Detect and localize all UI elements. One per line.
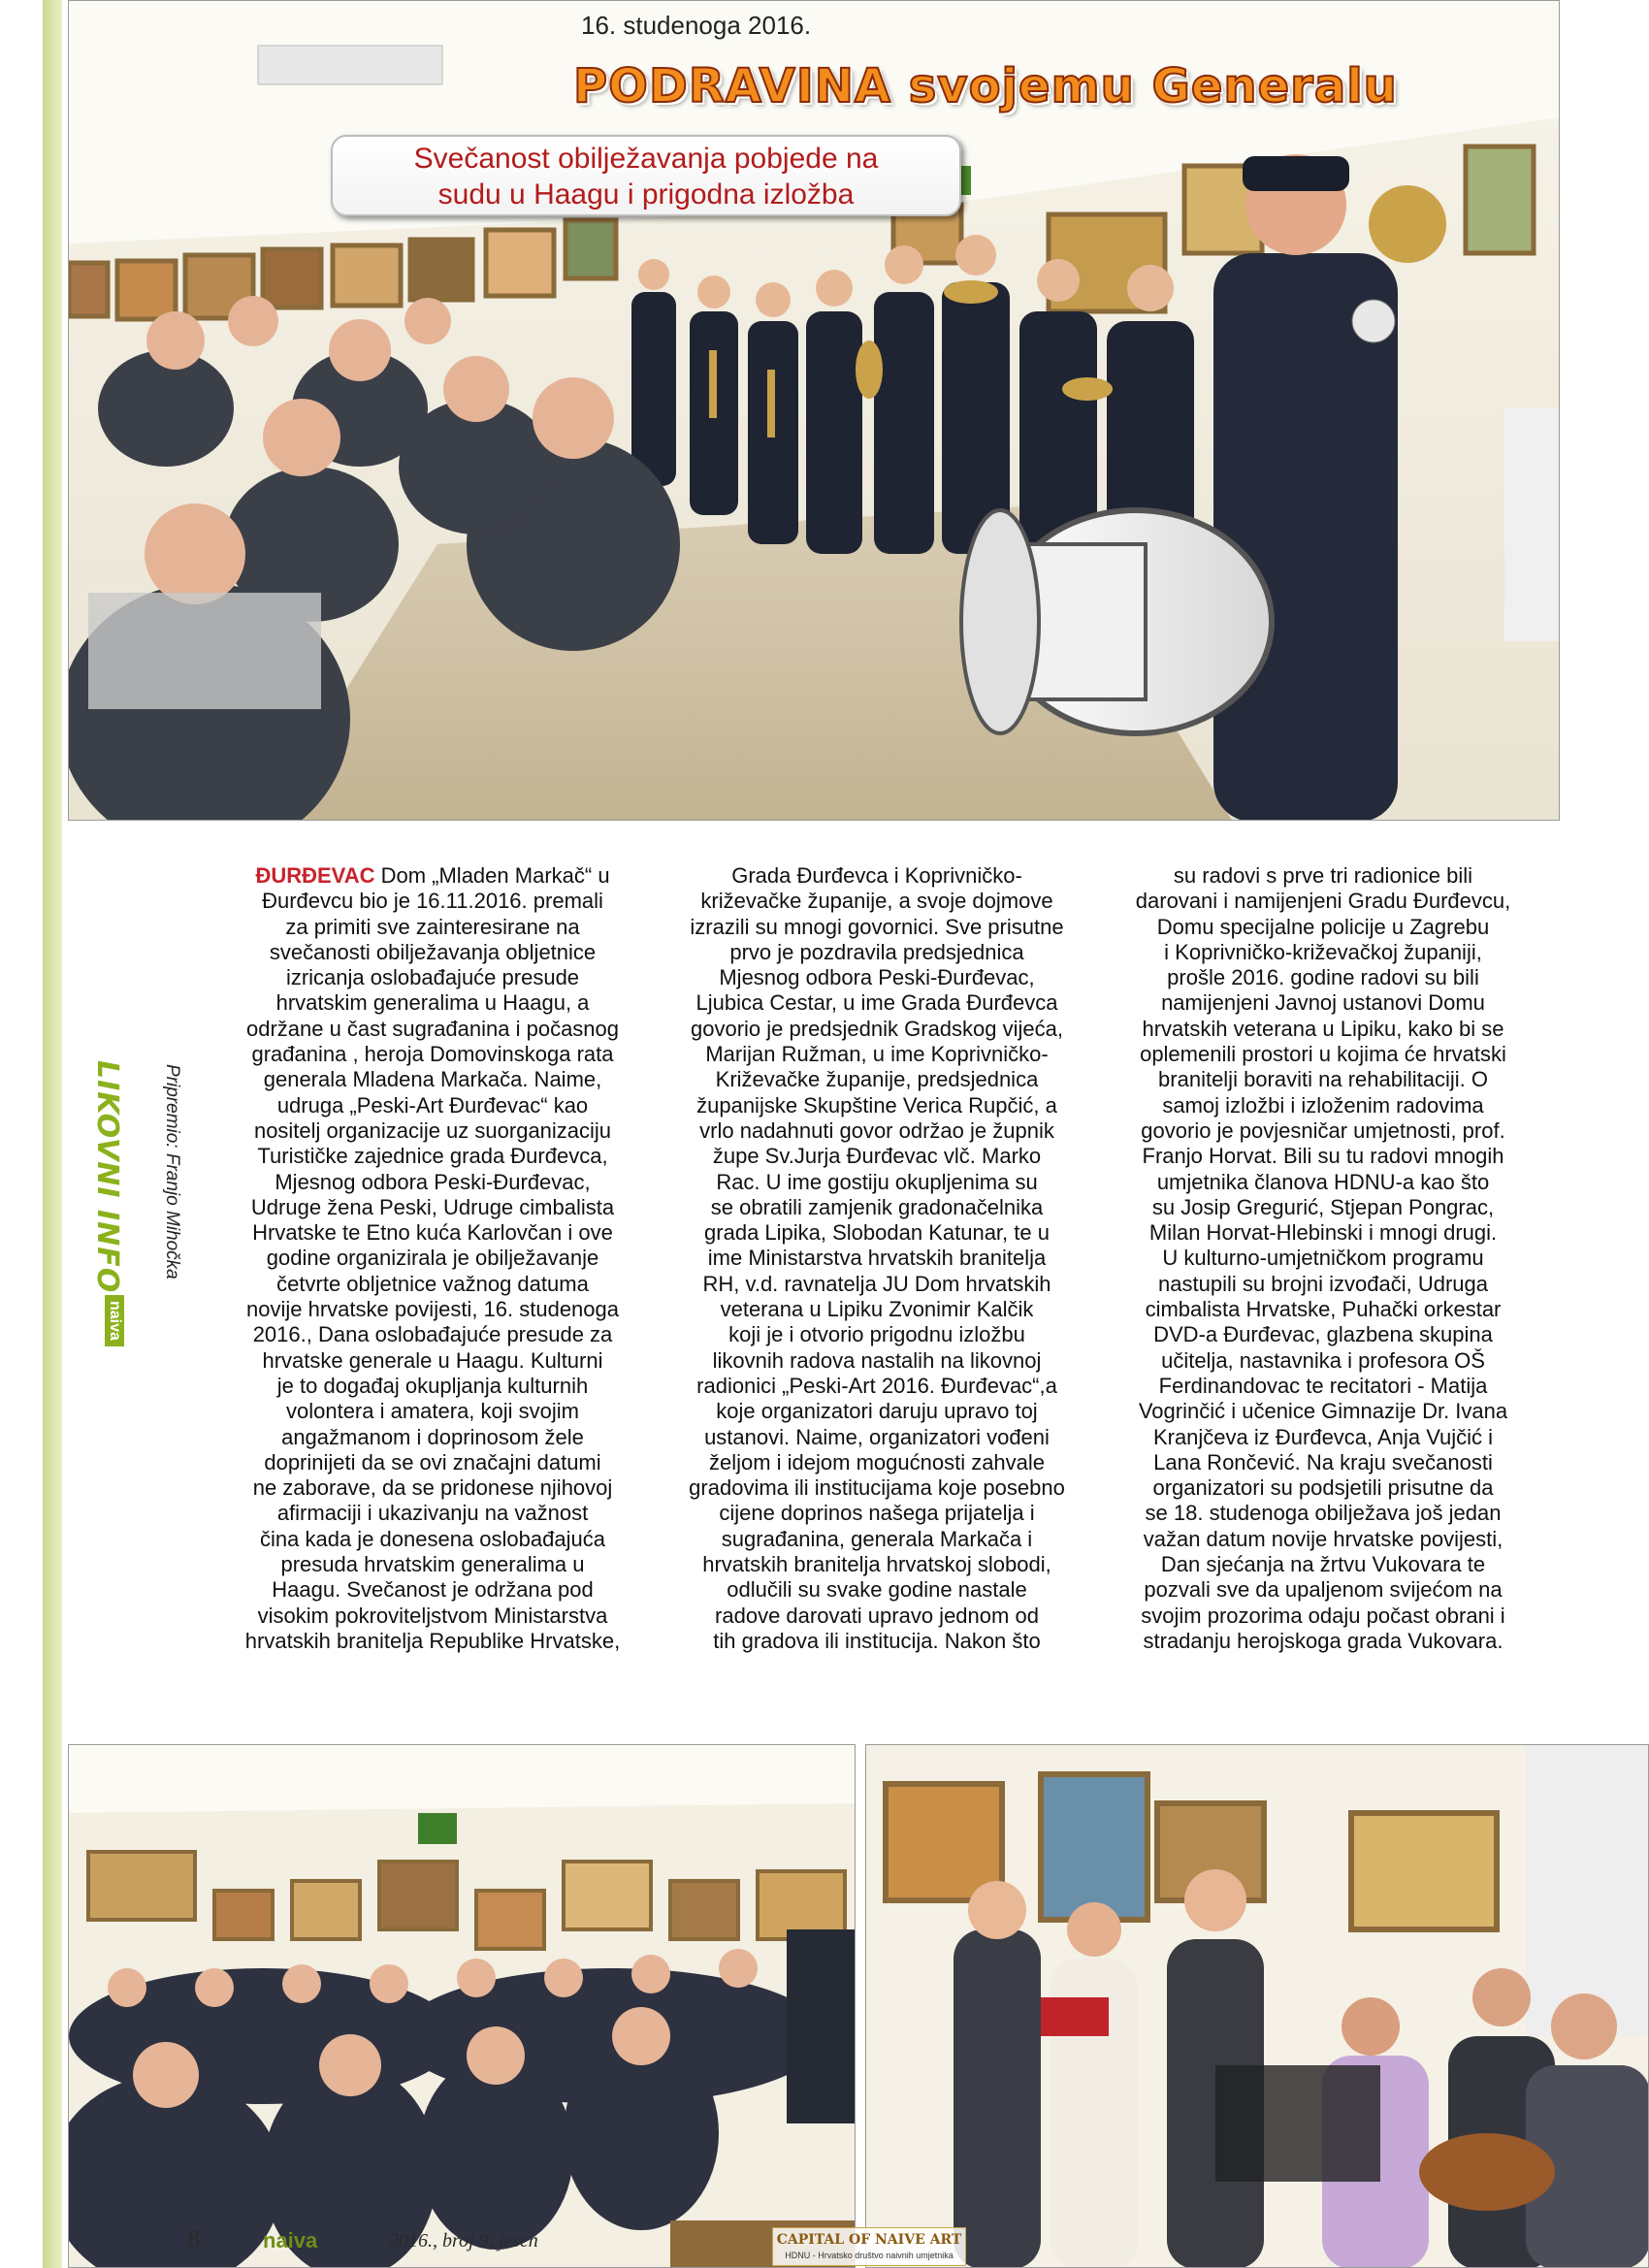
author-credit-vertical: Pripremio: Franjo Mihočka <box>162 1064 182 1280</box>
subheadline-box <box>331 135 961 216</box>
lead-word: ĐURĐEVAC <box>255 863 375 888</box>
photo-audience-hall <box>68 1744 856 2268</box>
footer-issue: 2016., broj 9, jesen <box>389 2230 538 2252</box>
article-body <box>221 863 1560 1698</box>
hero-photo-brass-band <box>68 0 1560 821</box>
article-headline: PODRAVINA svojemu Generalu <box>573 59 1398 113</box>
footer-brand: naiva <box>263 2228 318 2252</box>
article-column-2: Grada Đurđevca i Koprivničko- križevačke županije, a svoje dojmove izrazili su mnogi govornici. Sve prisutne prvo je pozdravila predsjednica Mjesnog odbora Peski-Đurđevac, Ljubica Cestar, u ime Grada Đurđevca govorio je predsjednik Gradskog vijeća, Marijan Ružman, u ime Koprivničko- Križevačke županije, predsjednica županijske Skupštine Verica Rupčić, a vrlo nadahnuti govor održao je župnik župe Sv.Jurja Đurđevac vlč. Marko Rac. U ime gostiju okupljenima su se obratili zamjenik gradonačelnika grada Lipika, Slobodan Katunar, te u ime Ministarstva hrvatskih branitelja RH, v.d. ravnatelja JU Dom hrvatskih veterana u Lipiku Zvonimir Kalčik koji je i otvorio prigodnu izložbu likovnih radova nastalih na likovnoj radionici „Peski-Art 2016. Đurđevac“,a koje organizatori daruju upravo toj ustanovi. Naime, organizatori vođeni željom i idejom mogućnosti zahvale gradovima ili institucijama koje posebno cijene doprinos našega prijatelja i sugrađanina, generala Markača i hrvatskih branitelja hrvatskoj slobodi, odlučili su svake godine nastale radove darovati upravo jednom od tih gradova ili institucija. Nakon što <box>689 863 1065 1653</box>
magazine-brand-tag: naiva <box>105 1295 124 1346</box>
museum-logo <box>772 2227 966 2266</box>
logo-subtitle: HDNU - Hrvatsko društvo naivnih umjetnika <box>785 2251 954 2260</box>
article-column-3: su radovi s prve tri radionice bili darovani i namijenjeni Gradu Đurđevcu, Domu specijalne policije u Zagrebu i Koprivničko-križevačkoj županiji, prošle 2016. godine radovi su bili namijenjeni Javnoj ustanovi Domu hrvatskih veterana u Lipiku, kako bi se oplemenili prostori u kojima će hrvatski branitelji boraviti na rehabilitaciji. O samoj izložbi i izloženim radovima govorio je povjesničar umjetnosti, prof. Franjo Horvat. Bili su tu radovi mnogih umjetnika članova HDNU-a kao što su Josip Gregurić, Stjepan Pongrac, Milan Horvat-Hlebinski i mnogi drugi. U kulturno-umjetničkom programu nastupili su brojni izvođači, Udruga cimbalista Hrvatske, Puhački orkestar DVD-a Đurđevac, glazbena skupina učitelja, nastavnika i profesora OŠ Ferdinandovac te recitatori - Matija Vogrinčić i učenice Gimnazije Dr. Ivana Kranjčeva iz Đurđevca, Anja Vujčić i Lana Rončević. Na kraju svečanosti organizatori su podsjetili prisutne da se 18. studenoga obilježava još jedan važan datum novije hrvatske povijesti, Dan sjećanja na žrtvu Vukovara te pozvali sve da upaljenom svijećom na svojim prozorima odaju počast obrani i stradanju herojskoga grada Vukovara. <box>1135 863 1511 1653</box>
column-1-text: Dom „Mladen Markač“ u Đurđevcu bio je 16.11.2016. premali za primiti sve zainteresirane na svečanosti obilježavanja obljetnice izricanja oslobađajuće presude hrvatskim generalima u Haagu, a održane u čast sugrađanina i počasnog građanina , heroja Domovinskoga rata generala Mladena Markača. Naime, udruga „Peski-Art Đurđevac“ kao nositelj organizacije uz suorganizaciju Turističke zajednice grada Đurđevca, Mjesnog odbora Peski-Đurđevac, Udruge žena Peski, Udruge cimbalista Hrvatske te Etno kuća Karlovčan i ove godine organizirala je obilježavanje četvrte obljetnice važnog datuma novije hrvatske povijesti, 16. studenoga 2016., Dana oslobađajuće presude za hrvatske generale u Haagu. Kulturni je to događaj okupljanja kulturnih volontera i amatera, koji svojim angažmanom i doprinosom žele doprinijeti da se ovi značajni datumi ne zaborave, da se pridonese njihovoj afirmaciji i ukazivanju na važnost čina kada je donesena oslobađajuća presuda hrvatskim generalima u Haagu. Svečanost je održana pod visokim pokroviteljstvom Ministarstva hrvatskih branitelja Republike Hrvatske, <box>244 863 621 1653</box>
subheadline-line-2: sudu u Haagu i prigodna izložba <box>437 178 855 211</box>
article-column-1 <box>221 863 644 1654</box>
page-edge-strip <box>43 0 62 2268</box>
logo-title: CAPITAL OF NAIVE ART <box>776 2232 962 2248</box>
section-title-vertical: LIKOVNI INFO <box>90 1060 124 1294</box>
page-number: 8 <box>187 2228 201 2252</box>
issue-date: 16. studenoga 2016. <box>581 11 812 40</box>
photo-recitation-music <box>865 1744 1649 2268</box>
subheadline-line-1: Svečanost obilježavanja pobjede na <box>413 143 879 175</box>
